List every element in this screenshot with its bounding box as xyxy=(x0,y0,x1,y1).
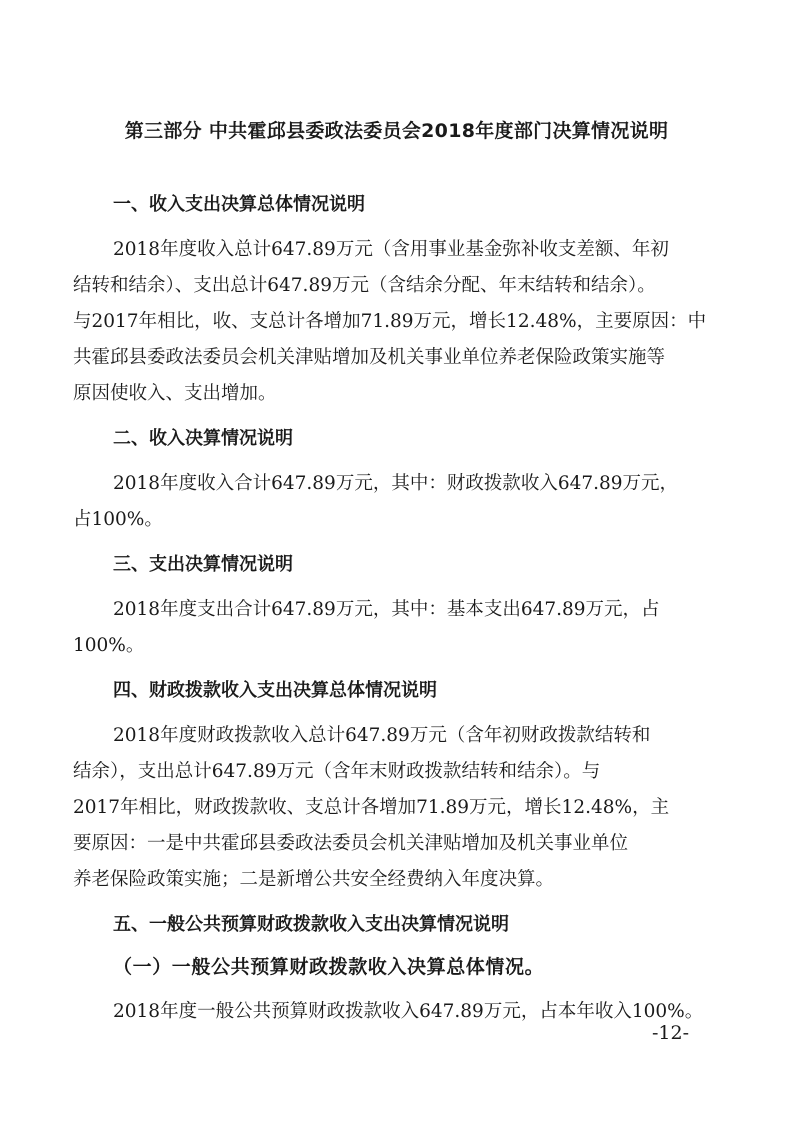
paragraph-line: 2018年度收入总计647.89万元（含用事业基金弥补收支差额、年初 xyxy=(113,239,669,260)
document-title: 第三部分 中共霍邱县委政法委员会2018年度部门决算情况说明 xyxy=(124,120,669,142)
section-heading: 三、支出决算情况说明 xyxy=(113,554,293,575)
paragraph-line: 2017年相比，财政拨款收、支总计各增加71.89万元，增长12.48%，主 xyxy=(73,797,670,818)
section-heading: 二、收入决算情况说明 xyxy=(113,428,293,449)
paragraph-line: 100%。 xyxy=(73,635,145,656)
section-heading: 四、财政拨款收入支出决算总体情况说明 xyxy=(113,680,437,701)
paragraph-line: 2018年度支出合计647.89万元，其中：基本支出647.89万元，占 xyxy=(113,599,660,620)
section-paragraph xyxy=(73,592,725,664)
paragraph-line: 2018年度财政拨款收入总计647.89万元（含年初财政拨款结转和 xyxy=(113,725,651,746)
paragraph-line: 与2017年相比，收、支总计各增加71.89万元，增长12.48%，主要原因：中 xyxy=(73,311,707,332)
document-body xyxy=(73,190,725,1042)
section-paragraph xyxy=(73,994,725,1030)
paragraph-line: 结转和结余）、支出总计647.89万元（含结余分配、年末结转和结余）。 xyxy=(73,275,656,296)
paragraph-line: 养老保险政策实施；二是新增公共安全经费纳入年度决算。 xyxy=(73,869,555,890)
paragraph-line: 2018年度收入合计647.89万元，其中：财政拨款收入647.89万元， xyxy=(113,473,679,494)
section-paragraph xyxy=(73,232,725,412)
paragraph-line: 结余），支出总计647.89万元（含年末财政拨款结转和结余）。与 xyxy=(73,761,601,782)
section-paragraph xyxy=(73,718,725,898)
section-heading: 一、收入支出决算总体情况说明 xyxy=(113,194,365,215)
page-number: -12- xyxy=(652,1022,690,1044)
subsection-heading: （一）一般公共预算财政拨款收入决算总体情况。 xyxy=(113,956,545,978)
section-paragraph xyxy=(73,466,725,538)
section-heading: 五、一般公共预算财政拨款收入支出决算情况说明 xyxy=(113,914,509,935)
paragraph-line: 要原因：一是中共霍邱县委政法委员会机关津贴增加及机关事业单位 xyxy=(73,833,629,854)
paragraph-line: 原因使收入、支出增加。 xyxy=(73,383,277,404)
paragraph-line: 共霍邱县委政法委员会机关津贴增加及机关事业单位养老保险政策实施等 xyxy=(73,347,666,368)
paragraph-line: 占100%。 xyxy=(73,509,163,530)
paragraph-line: 2018年度一般公共预算财政拨款收入647.89万元，占本年收入100%。 xyxy=(113,1001,704,1022)
